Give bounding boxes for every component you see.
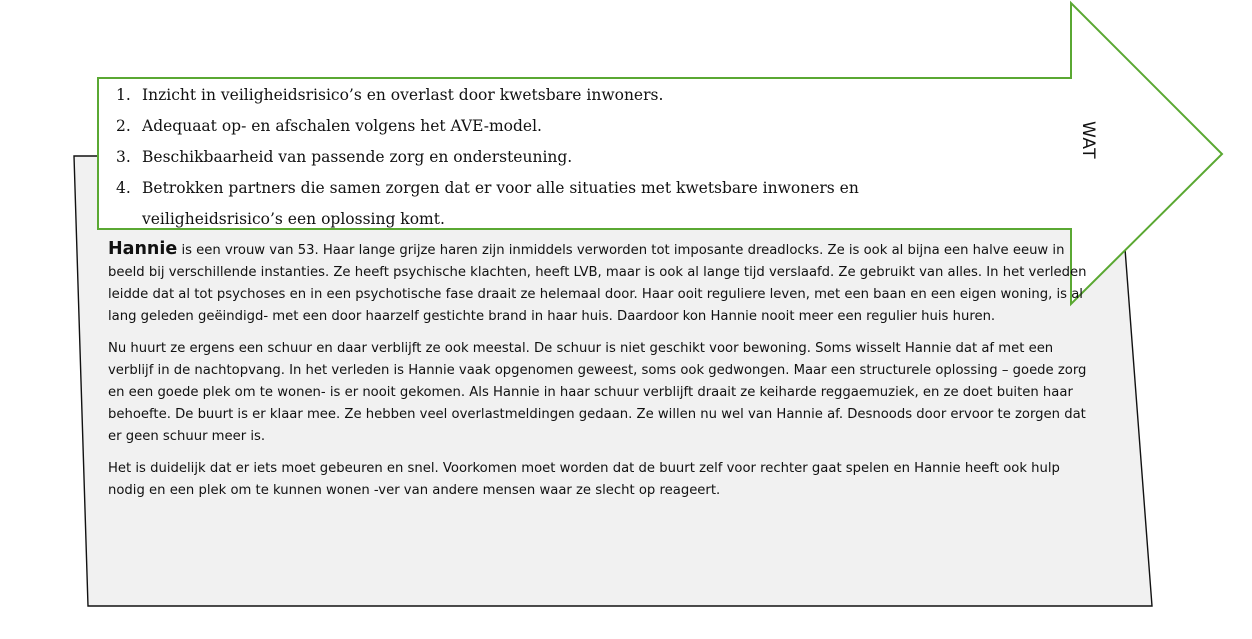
goal-text: Beschikbaarheid van passende zorg en ondersteuning. (142, 148, 573, 166)
goal-number: 2. (116, 117, 131, 135)
goal-text: Inzicht in veiligheidsrisico’s en overlast door kwetsbare inwoners. (142, 86, 664, 104)
goal-number: 3. (116, 148, 131, 166)
goal-text: Adequaat op- en afschalen volgens het AVE-model. (142, 117, 542, 135)
arrow-label: WAT (1078, 120, 1098, 160)
goal-item (98, 173, 1058, 235)
story-paragraph: Het is duidelijk dat er iets moet gebeuren en snel. Voorkomen moet worden dat de buurt zelf voor rechter gaat spelen en Hannie heeft ook hulp nodig en een plek om te kunnen wonen -ver van andere mensen waar ze slecht op reageert. (108, 461, 1060, 498)
story-text (108, 238, 1093, 512)
goals-list (98, 80, 1058, 235)
story-paragraph: Nu huurt ze ergens een schuur en daar verblijft ze ook meestal. De schuur is niet geschikt voor bewoning. Soms wisselt Hannie dat af met een verblijf in de nachtopvang. In het verleden is Hannie vaak opgenomen geweest, soms ook gedwongen. Maar een structurele oplossing – goede zorg en een goede plek om te wonen- is er nooit gekomen. Als Hannie in haar schuur verblijft draait ze keiharde reggaemuziek, en ze doet buiten haar behoefte. De buurt is er klaar mee. Ze hebben veel overlastmeldingen gedaan. Ze willen nu wel van Hannie af. Desnoods door ervoor te zorgen dat er geen schuur meer is. (108, 341, 1087, 444)
goal-number: 4. (116, 179, 131, 197)
goal-text: Betrokken partners die samen zorgen dat er voor alle situaties met kwetsbare inwoners en (142, 179, 859, 197)
story-paragraph-text: is een vrouw van 53. Haar lange grijze haren zijn inmiddels verworden tot imposante dreadlocks. Ze is ook al bijna een halve eeuw in beeld bij verschillende instanties. Ze heeft psychische klachten, heeft LVB, maar is ook al lange tijd verslaafd. Ze gebruikt van alles. In het verleden leidde dat al tot psychoses en in een psychotische fase draait ze helemaal door. Haar ooit reguliere leven, met een baan en een eigen woning, is al lang geleden geëindigd- met een door haarzelf gestichte brand in haar huis. Daardoor kon Hannie nooit meer een regulier huis huren. (108, 243, 1087, 324)
person-name: Hannie (108, 239, 178, 259)
goal-number: 1. (116, 86, 131, 104)
story-paragraph (108, 238, 1093, 328)
goal-item (98, 142, 1058, 173)
goal-text-continuation: veiligheidsrisico’s een oplossing komt. (142, 210, 445, 228)
goal-item (98, 111, 1058, 142)
goal-item (98, 80, 1058, 111)
